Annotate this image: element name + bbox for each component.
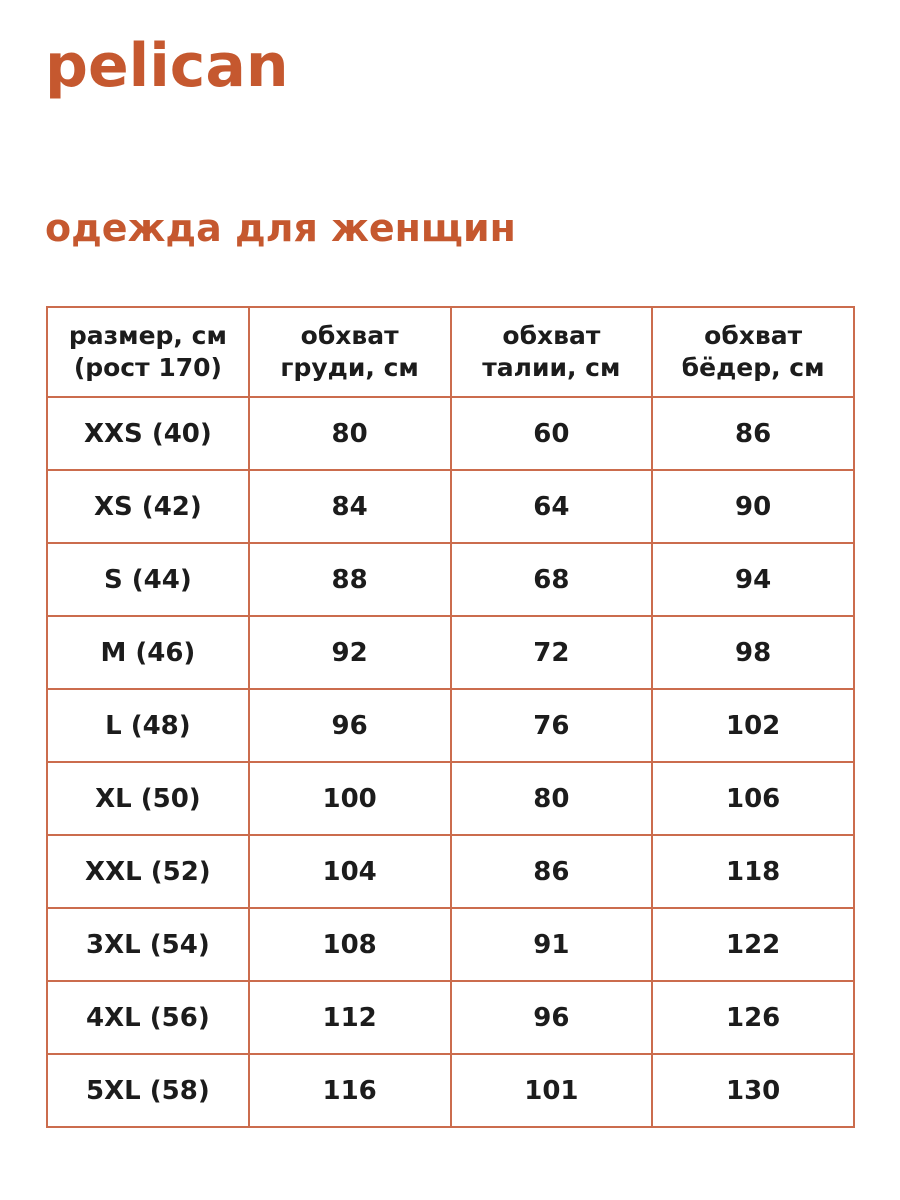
chest-cell: 92 xyxy=(249,616,451,689)
column-header: обхват бёдер, см xyxy=(652,307,854,397)
chest-cell: 104 xyxy=(249,835,451,908)
hips-cell: 118 xyxy=(652,835,854,908)
size-cell: L (48) xyxy=(47,689,249,762)
table-row xyxy=(47,835,854,908)
hips-cell: 130 xyxy=(652,1054,854,1127)
chest-cell: 84 xyxy=(249,470,451,543)
size-cell: 3XL (54) xyxy=(47,908,249,981)
waist-cell: 60 xyxy=(451,397,653,470)
table-row xyxy=(47,397,854,470)
hips-cell: 106 xyxy=(652,762,854,835)
waist-cell: 86 xyxy=(451,835,653,908)
table-row xyxy=(47,543,854,616)
size-cell: 5XL (58) xyxy=(47,1054,249,1127)
chest-cell: 108 xyxy=(249,908,451,981)
size-cell: S (44) xyxy=(47,543,249,616)
table-row xyxy=(47,762,854,835)
hips-cell: 126 xyxy=(652,981,854,1054)
hips-cell: 122 xyxy=(652,908,854,981)
waist-cell: 101 xyxy=(451,1054,653,1127)
hips-cell: 94 xyxy=(652,543,854,616)
size-cell: XXS (40) xyxy=(47,397,249,470)
table-row xyxy=(47,689,854,762)
brand-logo: pelican xyxy=(45,31,289,101)
table-row xyxy=(47,908,854,981)
chest-cell: 88 xyxy=(249,543,451,616)
table-row xyxy=(47,981,854,1054)
size-cell: 4XL (56) xyxy=(47,981,249,1054)
hips-cell: 102 xyxy=(652,689,854,762)
column-header: обхват груди, см xyxy=(249,307,451,397)
table-row xyxy=(47,1054,854,1127)
hips-cell: 98 xyxy=(652,616,854,689)
size-cell: XS (42) xyxy=(47,470,249,543)
size-cell: XXL (52) xyxy=(47,835,249,908)
header-row xyxy=(47,307,854,397)
table-row xyxy=(47,470,854,543)
waist-cell: 96 xyxy=(451,981,653,1054)
chest-cell: 116 xyxy=(249,1054,451,1127)
waist-cell: 68 xyxy=(451,543,653,616)
size-table xyxy=(46,306,855,1128)
waist-cell: 80 xyxy=(451,762,653,835)
table-row xyxy=(47,616,854,689)
chest-cell: 100 xyxy=(249,762,451,835)
waist-cell: 76 xyxy=(451,689,653,762)
size-cell: M (46) xyxy=(47,616,249,689)
waist-cell: 64 xyxy=(451,470,653,543)
chest-cell: 80 xyxy=(249,397,451,470)
waist-cell: 72 xyxy=(451,616,653,689)
hips-cell: 86 xyxy=(652,397,854,470)
waist-cell: 91 xyxy=(451,908,653,981)
column-header: размер, см (рост 170) xyxy=(47,307,249,397)
chest-cell: 112 xyxy=(249,981,451,1054)
page-title: одежда для женщин xyxy=(45,206,516,250)
column-header: обхват талии, см xyxy=(451,307,653,397)
size-cell: XL (50) xyxy=(47,762,249,835)
hips-cell: 90 xyxy=(652,470,854,543)
chest-cell: 96 xyxy=(249,689,451,762)
